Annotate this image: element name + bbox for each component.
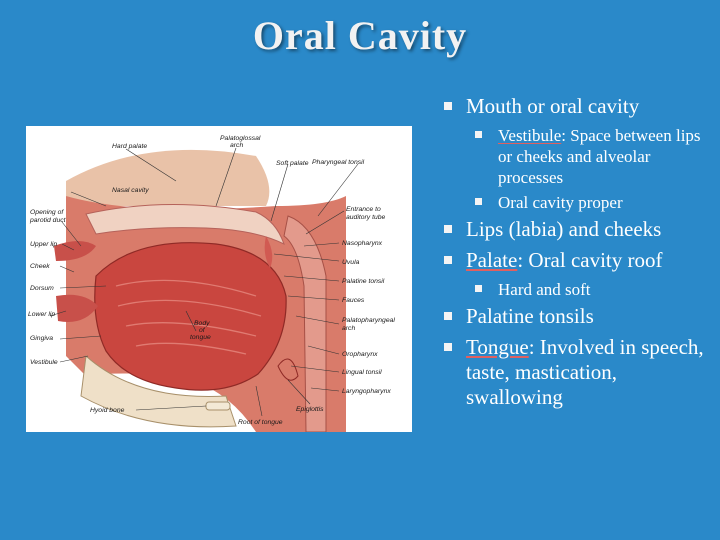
label-uvula: Uvula	[342, 259, 360, 266]
label-entrance-to: Entrance to	[346, 206, 381, 213]
bullet-marker	[475, 285, 482, 292]
label-body: Body	[194, 320, 210, 327]
label-of: of	[199, 327, 205, 334]
bullet-mouth	[444, 94, 714, 119]
bullet-text: Mouth or oral cavity	[466, 94, 640, 118]
label-lower-lip: Lower lip	[28, 311, 56, 318]
label-hard-palate: Hard palate	[112, 143, 148, 150]
label-root-of-tongue: Root of tongue	[238, 419, 283, 426]
label-cheek: Cheek	[30, 263, 50, 270]
bullet-text: Palatine tonsils	[466, 304, 594, 328]
bullet-marker	[444, 102, 452, 110]
bullet-text: Oral cavity proper	[498, 193, 623, 212]
bullet-marker	[444, 312, 452, 320]
label-laryngopharynx: Laryngopharynx	[342, 388, 391, 395]
term-vestibule: Vestibule	[498, 126, 562, 145]
label-dorsum: Dorsum	[30, 285, 54, 292]
nasal-area	[66, 150, 269, 206]
term-tongue: Tongue	[466, 335, 529, 359]
bullet-marker	[475, 131, 482, 138]
label-palatopharyngeal: Palatopharyngeal	[342, 317, 395, 324]
bullet-hard-soft	[444, 279, 714, 300]
label-pharyngeal-tonsil: Pharyngeal tonsil	[312, 159, 365, 166]
label-parotid-duct: parotid duct	[30, 217, 66, 224]
bullet-marker	[444, 343, 452, 351]
bullet-tongue	[444, 335, 714, 410]
label-vestibule: Vestibule	[30, 359, 58, 366]
label-palatoglossal: Palatoglossal	[220, 135, 261, 142]
label-lingual-tonsil: Lingual tonsil	[342, 369, 382, 376]
label-palatoglossal-arch: arch	[230, 142, 244, 149]
label-palatine-tonsil: Palatine tonsil	[342, 278, 385, 285]
label-palatopharyngeal-arch: arch	[342, 325, 356, 332]
anatomy-illustration	[26, 126, 412, 432]
label-hyoid-bone: Hyoid bone	[90, 407, 125, 414]
bullet-oral-proper	[444, 192, 714, 213]
label-upper-lip: Upper lip	[30, 241, 58, 248]
label-oropharynx: Oropharynx	[342, 351, 378, 358]
bullet-vestibule	[444, 125, 714, 188]
label-fauces: Fauces	[342, 297, 365, 304]
label-nasopharynx: Nasopharynx	[342, 240, 383, 247]
oral-cavity-figure	[26, 126, 412, 432]
bullet-marker	[444, 225, 452, 233]
label-opening-of: Opening of	[30, 209, 64, 216]
term-palate: Palate	[466, 248, 518, 272]
bullet-tonsils	[444, 304, 714, 329]
slide-title: Oral Cavity	[252, 13, 468, 58]
label-epiglottis: Epiglottis	[296, 406, 324, 413]
label-tongue: tongue	[190, 334, 211, 341]
bullet-text: : Space between lips or cheeks and alveolar processes	[498, 126, 701, 187]
bullet-text: Lips (labia) and cheeks	[466, 217, 662, 241]
label-soft-palate: Soft palate	[276, 160, 309, 167]
bullet-marker	[444, 256, 452, 264]
label-gingiva: Gingiva	[30, 335, 54, 342]
bullet-text: Hard and soft	[498, 280, 591, 299]
hyoid-bone	[206, 402, 230, 410]
bullet-text: : Oral cavity roof	[517, 248, 663, 272]
bullet-text: : Involved in speech, taste, mastication, swallowing	[466, 335, 704, 409]
bullet-list	[444, 94, 714, 416]
tongue-body	[95, 243, 286, 390]
bullet-lips	[444, 217, 714, 242]
bullet-marker	[475, 198, 482, 205]
label-nasal-cavity: Nasal cavity	[112, 187, 149, 194]
bullet-palate	[444, 248, 714, 273]
label-auditory-tube: auditory tube	[346, 214, 386, 221]
